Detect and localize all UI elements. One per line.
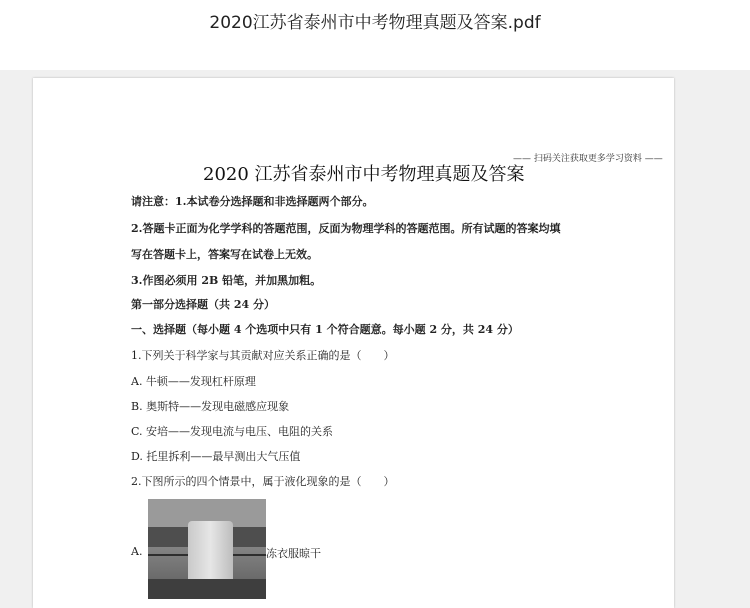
viewer-toolbar [0,0,750,70]
part-heading: 第一部分选择题（共 24 分） [131,298,275,311]
notice-line-2: 2.答题卡正面为化学学科的答题范围，反面为物理学科的答题范围。所有试题的答案均填 [131,222,561,235]
question-1-option-b: B. 奥斯特——发现电磁感应现象 [131,400,290,413]
pdf-page [33,78,674,608]
scan-note: —— 扫码关注获取更多学习资料 —— [513,154,663,164]
notice-line-1: 请注意：1.本试卷分选择题和非选择题两个部分。 [131,195,374,208]
question-1-stem: 1.下列关于科学家与其贡献对应关系正确的是（ ） [131,349,395,362]
question-2-option-a-letter: A. [131,545,143,558]
question-1-option-c: C. 安培——发现电流与电压、电阻的关系 [131,425,334,438]
section-heading: 一、选择题（每小题 4 个选项中只有 1 个符合题意。每小题 2 分，共 24 分） [131,323,519,336]
file-title: 2020江苏省泰州市中考物理真题及答案.pdf [209,13,541,33]
notice-line-2b: 写在答题卡上，答案写在试卷上无效。 [131,248,318,261]
question-1-option-a: A. 牛顿——发现杠杆原理 [131,375,256,388]
question-1-option-d: D. 托里拆利——最早测出大气压值 [131,450,301,463]
notice-line-3: 3.作图必须用 2B 铅笔，并加黑加粗。 [131,274,322,287]
question-2-stem: 2.下图所示的四个情景中，属于液化现象的是（ ） [131,475,395,488]
frozen-clothes-photo [148,499,266,599]
document-title: 2020 江苏省泰州市中考物理真题及答案 [203,164,525,185]
question-2-option-a-text: 冻衣服晾干 [266,547,321,560]
